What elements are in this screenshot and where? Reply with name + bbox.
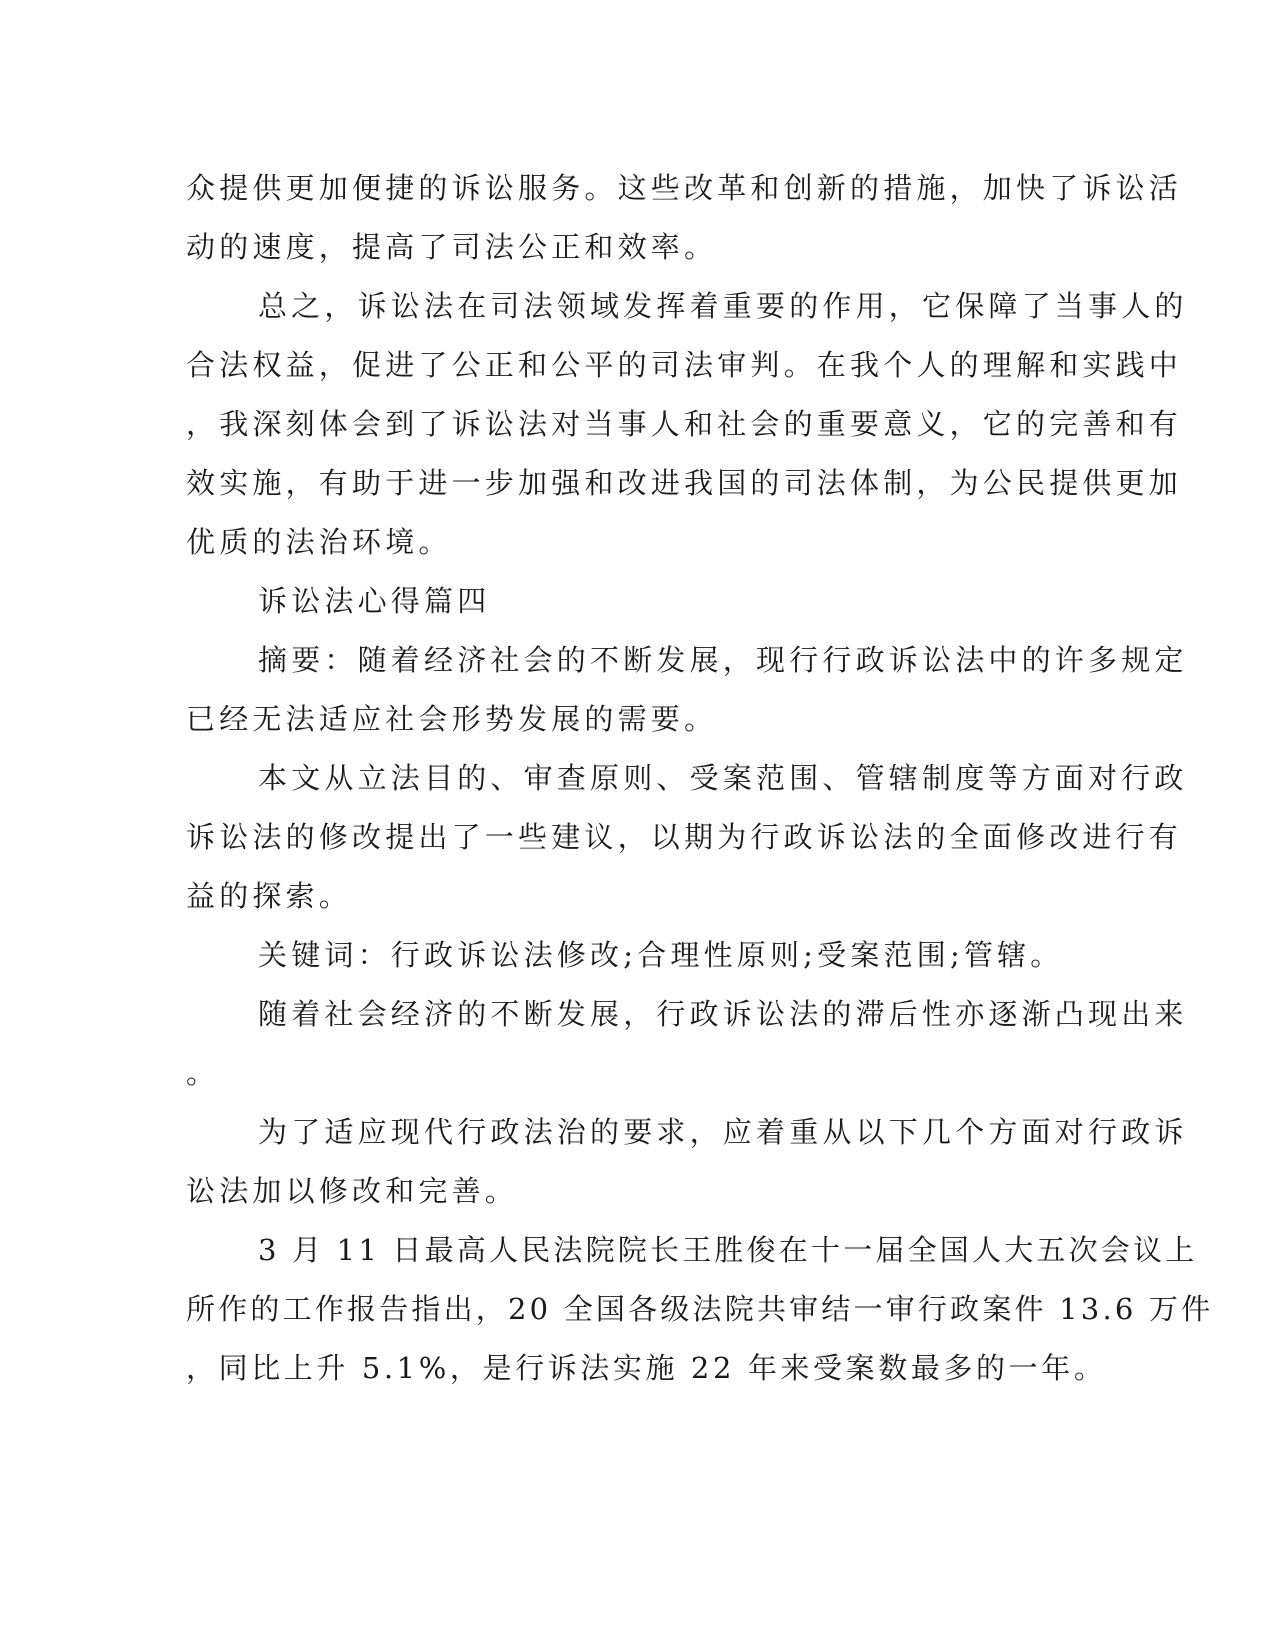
paragraph-line: 3 月 11 日最高人民法院院长王胜俊在十一届全国人大五次会议上 (258, 1233, 1198, 1267)
paragraph-line: 所作的工作报告指出，20 全国各级法院共审结一审行政案件 13.6 万件 (186, 1292, 1214, 1326)
paragraph-line: ，同比上升 5.1%，是行诉法实施 22 年来受案数最多的一年。 (186, 1351, 1107, 1385)
abstract-line: 摘要：随着经济社会的不断发展，现行行政诉讼法中的许多规定 (258, 643, 1188, 677)
keywords-line: 关键词：行政诉讼法修改;合理性原则;受案范围;管辖。 (258, 938, 1064, 972)
paragraph-line: 本文从立法目的、审查原则、受案范围、管辖制度等方面对行政 (258, 761, 1188, 795)
paragraph-line: 动的速度，提高了司法公正和效率。 (186, 230, 718, 264)
paragraph-line: 。 (186, 1056, 220, 1090)
paragraph-line: 益的探索。 (186, 879, 353, 913)
paragraph-line: 随着社会经济的不断发展，行政诉讼法的滞后性亦逐渐凸现出来 (258, 997, 1188, 1031)
paragraph-line: 效实施，有助于进一步加强和改进我国的司法体制，为公民提供更加 (186, 466, 1183, 500)
paragraph-line: 诉讼法的修改提出了一些建议，以期为行政诉讼法的全面修改进行有 (186, 820, 1183, 854)
paragraph-line: 众提供更加便捷的诉讼服务。这些改革和创新的措施，加快了诉讼活 (186, 171, 1183, 205)
paragraph-line: 为了适应现代行政法治的要求，应着重从以下几个方面对行政诉 (258, 1115, 1188, 1149)
abstract-line: 已经无法适应社会形势发展的需要。 (186, 702, 718, 736)
paragraph-line: 讼法加以修改和完善。 (186, 1174, 519, 1208)
paragraph-line: 合法权益，促进了公正和公平的司法审判。在我个人的理解和实践中 (186, 348, 1183, 382)
paragraph-line: ，我深刻体会到了诉讼法对当事人和社会的重要意义，它的完善和有 (186, 407, 1183, 441)
paragraph-line: 优质的法治环境。 (186, 525, 452, 559)
section-heading: 诉讼法心得篇四 (258, 584, 491, 618)
paragraph-line: 总之，诉讼法在司法领域发挥着重要的作用，它保障了当事人的 (258, 289, 1188, 323)
